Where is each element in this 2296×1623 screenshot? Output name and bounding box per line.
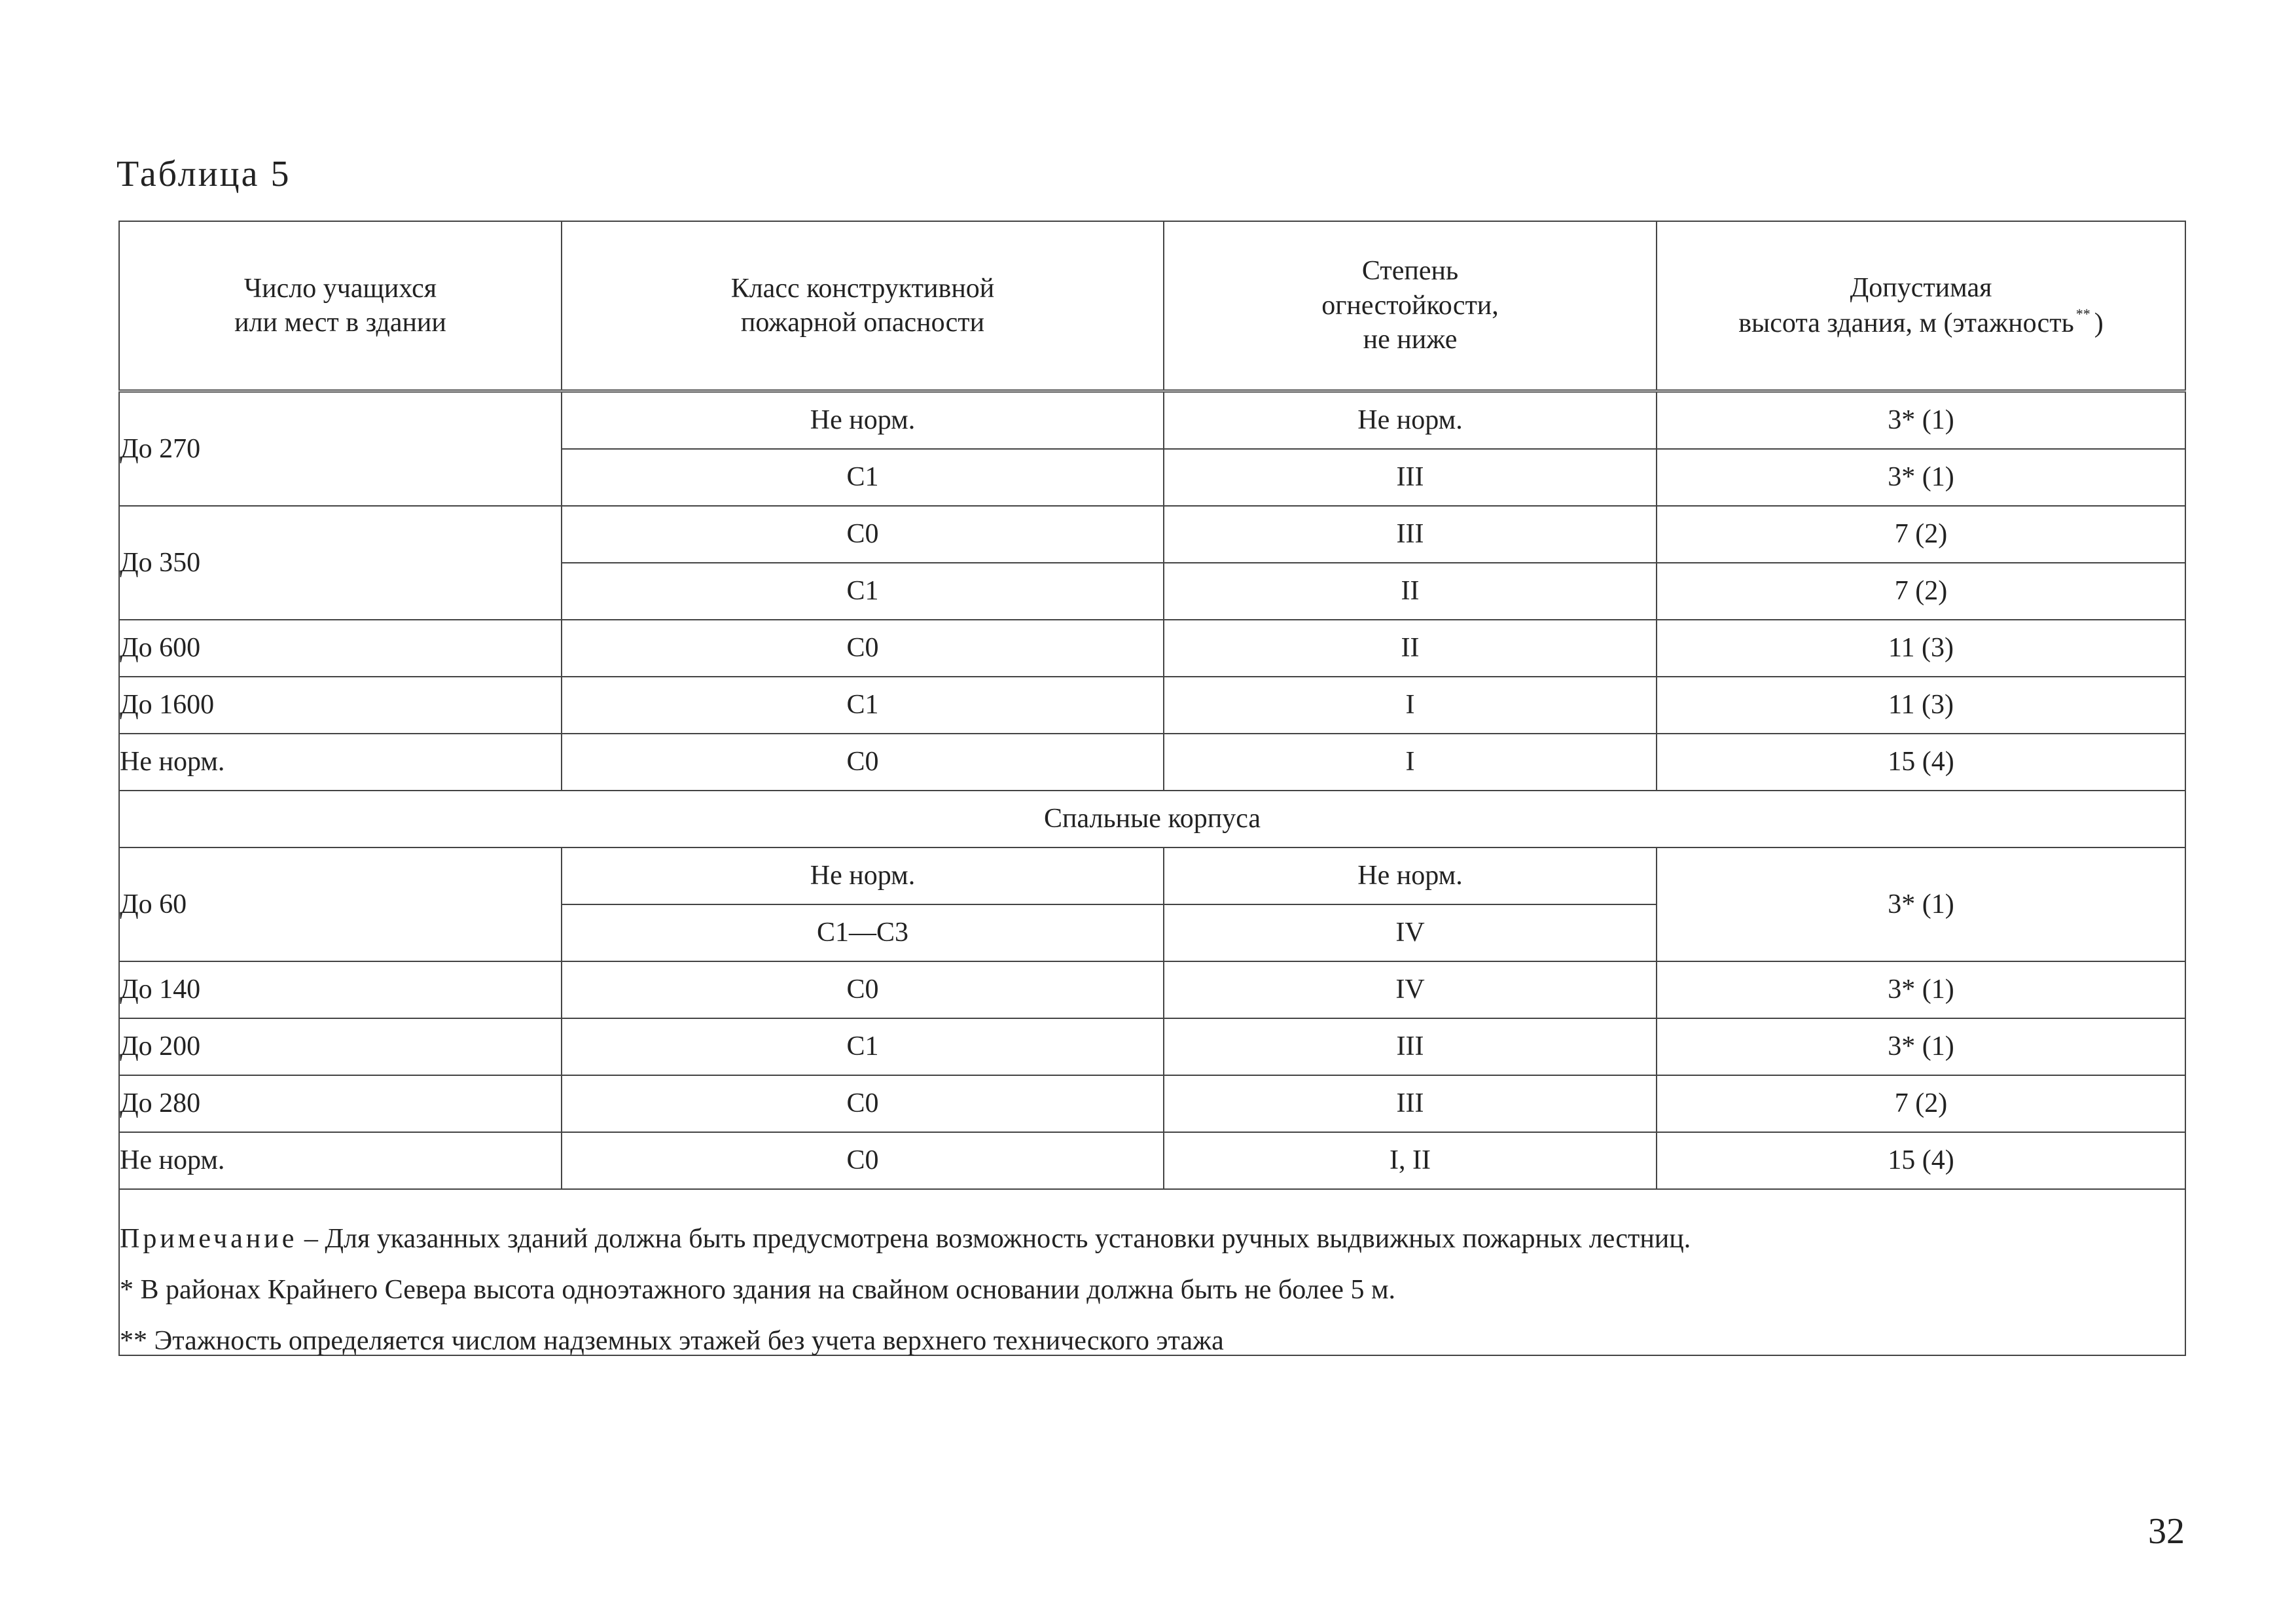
fire-class-cell: С0 <box>562 620 1164 677</box>
header-text-line: Степень <box>1361 256 1459 287</box>
header-text-line: Допустимая <box>1850 272 1992 303</box>
note-text: Для указанных зданий должна быть предусмотрена возможность установки ручных выдвижных пожарных лестниц. <box>325 1224 1691 1254</box>
allowed-height-cell: 3* (1) <box>1657 449 2185 506</box>
header-fire-resistance <box>1164 221 1657 391</box>
table-row <box>119 506 2185 563</box>
note-line <box>120 1225 2185 1253</box>
table-row <box>119 391 2185 450</box>
allowed-height-cell: 7 (2) <box>1657 506 2185 563</box>
footnote-line: * В районах Крайнего Севера высота одноэтажного здания на свайном основании должна быть не более 5 м. <box>120 1275 1396 1305</box>
student-count-cell: До 350 <box>119 506 562 620</box>
fire-resistance-cell: II <box>1164 620 1657 677</box>
student-count-cell: До 600 <box>119 620 562 677</box>
note-dash: – <box>297 1224 325 1254</box>
fire-resistance-cell: III <box>1164 1075 1657 1132</box>
table-header-row <box>119 221 2185 391</box>
header-allowed-height <box>1657 221 2185 391</box>
table-caption: Таблица 5 <box>117 154 291 194</box>
fire-class-cell: С0 <box>562 1132 1164 1189</box>
header-student-count <box>119 221 562 391</box>
fire-resistance-cell: III <box>1164 1018 1657 1075</box>
allowed-height-cell: 3* (1) <box>1657 1018 2185 1075</box>
student-count-cell: До 200 <box>119 1018 562 1075</box>
fire-class-cell: С0 <box>562 506 1164 563</box>
allowed-height-cell: 3* (1) <box>1657 847 2185 961</box>
fire-class-cell: С1 <box>562 449 1164 506</box>
fire-resistance-cell: I <box>1164 734 1657 791</box>
fire-resistance-cell: IV <box>1164 961 1657 1018</box>
header-text-fragment: ) <box>2094 308 2104 338</box>
header-text-line: Число учащихся <box>243 273 437 304</box>
student-count-cell: Не норм. <box>119 1132 562 1189</box>
allowed-height-cell: 7 (2) <box>1657 1075 2185 1132</box>
allowed-height-cell: 15 (4) <box>1657 1132 2185 1189</box>
allowed-height-cell: 11 (3) <box>1657 620 2185 677</box>
fire-resistance-cell: III <box>1164 506 1657 563</box>
fire-resistance-cell: I <box>1164 677 1657 734</box>
table-row <box>119 1132 2185 1189</box>
table-row <box>119 1018 2185 1075</box>
fire-resistance-cell: I, II <box>1164 1132 1657 1189</box>
header-text-line: огнестойкости, <box>1321 290 1499 321</box>
allowed-height-cell: 7 (2) <box>1657 563 2185 620</box>
student-count-cell: До 280 <box>119 1075 562 1132</box>
header-text-fragment: высота здания, м (этажность <box>1738 308 2074 338</box>
student-count-cell: До 270 <box>119 391 562 507</box>
fire-safety-table <box>118 221 2186 1356</box>
notes-row <box>119 1189 2185 1355</box>
fire-class-cell: С0 <box>562 961 1164 1018</box>
footnote-line: ** Этажность определяется числом надземных этажей без учета верхнего технического этажа <box>120 1326 1224 1356</box>
table-row <box>119 734 2185 791</box>
header-text-line: Класс конструктивной <box>730 273 995 304</box>
table-row <box>119 1075 2185 1132</box>
allowed-height-cell: 11 (3) <box>1657 677 2185 734</box>
allowed-height-cell: 3* (1) <box>1657 961 2185 1018</box>
fire-resistance-cell: III <box>1164 449 1657 506</box>
fire-class-cell: С1 <box>562 677 1164 734</box>
table-row <box>119 961 2185 1018</box>
header-text-line: или мест в здании <box>234 308 446 338</box>
fire-resistance-cell: Не норм. <box>1164 847 1657 904</box>
table-row <box>119 620 2185 677</box>
footnote-marker: ** <box>2075 306 2090 322</box>
fire-class-cell: С1—С3 <box>562 904 1164 961</box>
table-row <box>119 847 2185 904</box>
section-title: Спальные корпуса <box>119 791 2185 847</box>
table-row <box>119 677 2185 734</box>
header-text-line <box>1657 305 2185 341</box>
student-count-cell: До 1600 <box>119 677 562 734</box>
notes-cell <box>119 1189 2185 1355</box>
student-count-cell: Не норм. <box>119 734 562 791</box>
fire-class-cell: Не норм. <box>562 847 1164 904</box>
header-text-line: пожарной опасности <box>740 308 985 338</box>
fire-resistance-cell: Не норм. <box>1164 391 1657 450</box>
page-number: 32 <box>2148 1511 2185 1552</box>
fire-resistance-cell: II <box>1164 563 1657 620</box>
fire-class-cell: С1 <box>562 563 1164 620</box>
fire-resistance-cell: IV <box>1164 904 1657 961</box>
header-fire-class <box>562 221 1164 391</box>
fire-class-cell: Не норм. <box>562 391 1164 450</box>
fire-class-cell: С0 <box>562 1075 1164 1132</box>
student-count-cell: До 140 <box>119 961 562 1018</box>
note-label: Примечание <box>120 1224 298 1254</box>
fire-class-cell: С0 <box>562 734 1164 791</box>
section-row <box>119 791 2185 847</box>
header-text-line: не ниже <box>1363 325 1458 355</box>
student-count-cell: До 60 <box>119 847 562 961</box>
fire-class-cell: С1 <box>562 1018 1164 1075</box>
allowed-height-cell: 3* (1) <box>1657 391 2185 450</box>
allowed-height-cell: 15 (4) <box>1657 734 2185 791</box>
